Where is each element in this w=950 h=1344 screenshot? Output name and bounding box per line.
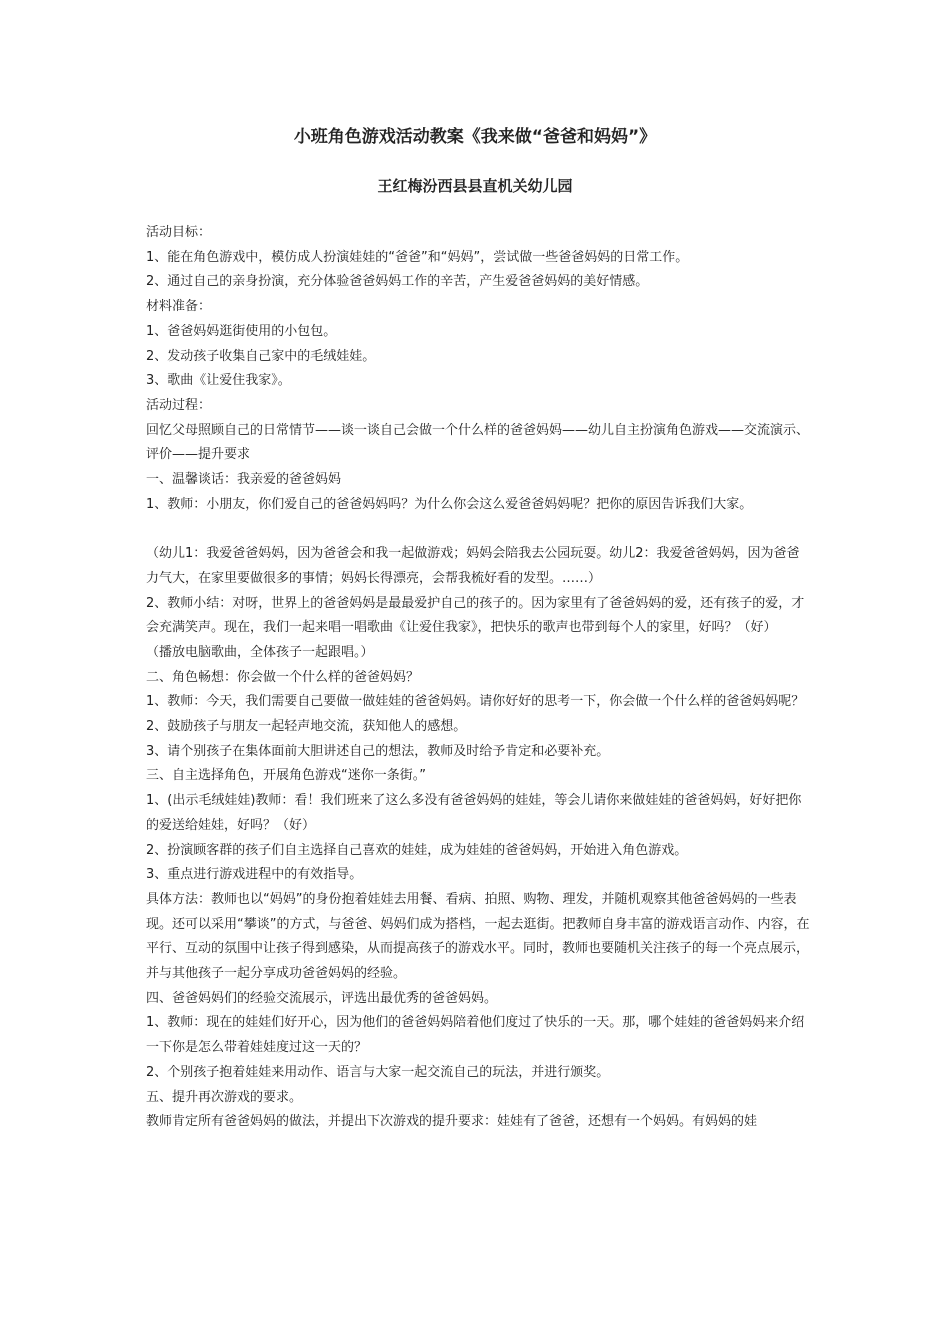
- paragraph: 3、歌曲《让爱住我家》。: [146, 373, 291, 389]
- paragraph: 五、提升再次游戏的要求。: [146, 1089, 303, 1105]
- paragraph: 1、爸爸妈妈逛街使用的小包包。: [146, 323, 337, 339]
- document-title: 小班角色游戏活动教案《我来做“爸爸和妈妈”》: [293, 127, 657, 147]
- paragraph: 四、爸爸妈妈们的经验交流展示，评选出最优秀的爸爸妈妈。: [146, 990, 498, 1006]
- paragraph: 二、角色畅想：你会做一个什么样的爸爸妈妈？: [146, 669, 420, 685]
- paragraph: 材料准备：: [146, 299, 212, 315]
- paragraph: 一、温馨谈话：我亲爱的爸爸妈妈: [146, 472, 342, 488]
- paragraph: 2、教师小结：对呀，世界上的爸爸妈妈是最最爱护自己的孩子的。因为家里有了爸爸妈妈的爱，还有孩子的爱，才会充满笑声。现在，我们一起来唱一唱歌曲《让爱住我家》，把快乐的歌声也带到每个人的家里，好吗？（好）: [146, 595, 805, 636]
- paragraph: 三、自主选择角色，开展角色游戏“迷你一条街。”: [146, 768, 426, 784]
- paragraph: 1、教师：现在的娃娃们好开心，因为他们的爸爸妈妈陪着他们度过了快乐的一天。那，哪个娃娃的爸爸妈妈来介绍一下你是怎么带着娃娃度过这一天的？: [146, 1015, 805, 1056]
- paragraph: 1、教师：小朋友，你们爱自己的爸爸妈妈吗？为什么你会这么爱爸爸妈妈呢？把你的原因告诉我们大家。: [146, 496, 753, 512]
- paragraph: 活动过程：: [146, 397, 212, 413]
- paragraph: 活动目标：: [146, 225, 212, 240]
- paragraph: 3、重点进行游戏进程中的有效指导。: [146, 867, 363, 883]
- paragraph: 2、个别孩子抱着娃娃来用动作、语言与大家一起交流自己的玩法，并进行颁奖。: [146, 1064, 610, 1080]
- paragraph: 回忆父母照顾自己的日常情节——谈一谈自己会做一个什么样的爸爸妈妈——幼儿自主扮演角色游戏——交流演示、评价——提升要求: [146, 422, 810, 463]
- paragraph: 2、鼓励孩子与朋友一起轻声地交流，获知他人的感想。: [146, 719, 467, 735]
- document-body: [146, 221, 812, 1135]
- paragraph: 教师肯定所有爸爸妈妈的做法，并提出下次游戏的提升要求：娃娃有了爸爸，还想有一个妈妈。有妈妈的娃: [146, 1114, 758, 1130]
- paragraph: （播放电脑歌曲，全体孩子一起跟唱。）: [146, 644, 374, 660]
- document-subtitle: 王红梅汾西县县直机关幼儿园: [377, 177, 573, 195]
- paragraph: （幼儿1：我爱爸爸妈妈，因为爸爸会和我一起做游戏；妈妈会陪我去公园玩耍。幼儿2：我爱爸爸妈妈，因为爸爸力气大，在家里要做很多的事情；妈妈长得漂亮，会帮我梳好看的发型。……）: [146, 546, 800, 586]
- paragraph: 2、通过自己的亲身扮演，充分体验爸爸妈妈工作的辛苦，产生爱爸爸妈妈的美好情感。: [146, 274, 649, 290]
- paragraph: 具体方法：教师也以“妈妈”的身份抱着娃娃去用餐、看病、拍照、购物、理发，并随机观察其他爸爸妈妈的一些表现。还可以采用“攀谈”的方式，与爸爸、妈妈们成为搭档，一起去逛街。把教师自身丰富的游戏语言动作、内容，在平行、互动的氛围中让孩子得到感染，从而提高孩子的游戏水平。同时，教师也要随机关注孩子的每一个亮点展示，并与其他孩子一起分享成功爸爸妈妈的经验。: [146, 891, 810, 982]
- paragraph: 1、能在角色游戏中，模仿成人扮演娃娃的“爸爸”和“妈妈”，尝试做一些爸爸妈妈的日常工作。: [146, 249, 689, 265]
- paragraph: 1、教师：今天，我们需要自己要做一做娃娃的爸爸妈妈。请你好好的思考一下，你会做一个什么样的爸爸妈妈呢？: [146, 694, 805, 710]
- paragraph: 3、请个别孩子在集体面前大胆讲述自己的想法，教师及时给予肯定和必要补充。: [146, 743, 610, 759]
- paragraph: 1、(出示毛绒娃娃)教师：看！我们班来了这么多没有爸爸妈妈的娃娃，等会儿请你来做娃娃的爸爸妈妈，好好把你的爱送给娃娃，好吗？（好）: [146, 793, 802, 833]
- paragraph: 2、发动孩子收集自己家中的毛绒娃娃。: [146, 348, 376, 364]
- paragraph: 2、扮演顾客群的孩子们自主选择自己喜欢的娃娃，成为娃娃的爸爸妈妈，开始进入角色游戏。: [146, 842, 688, 858]
